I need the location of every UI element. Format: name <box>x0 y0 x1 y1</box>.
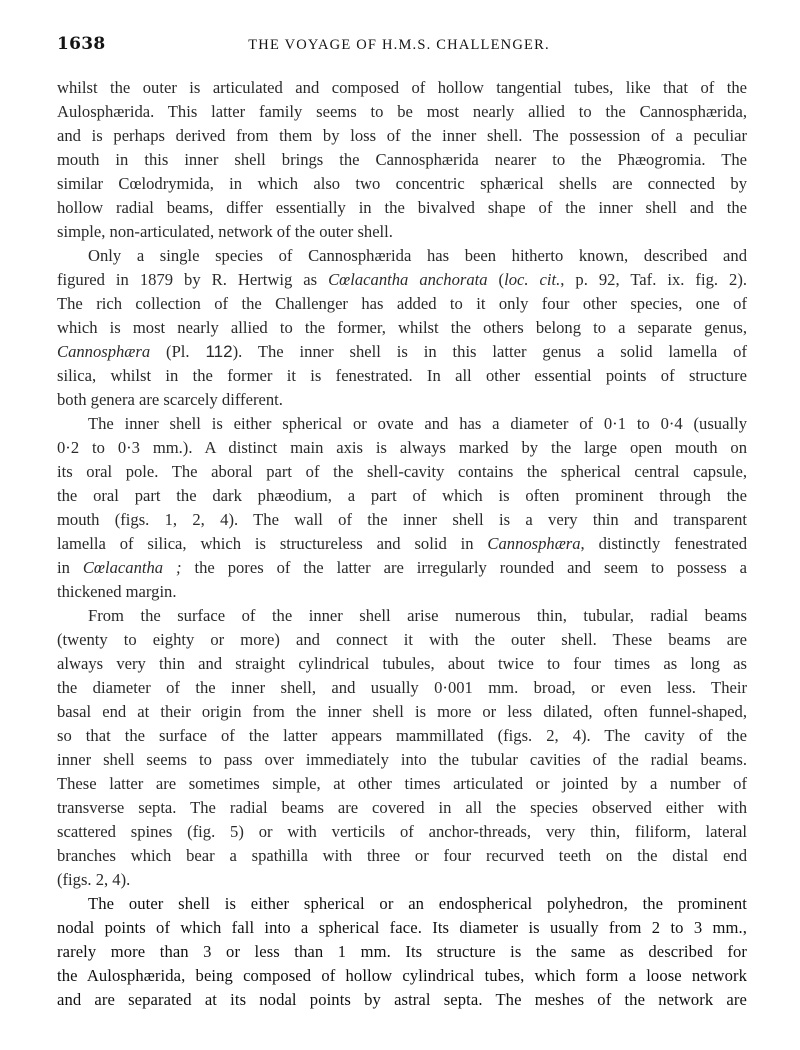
text-line-with-genus <box>57 532 747 556</box>
running-head: THE VOYAGE OF H.M.S. CHALLENGER. <box>248 37 550 53</box>
text-line: and are separated at its nodal points by astral septa. The meshes of the network are <box>57 990 747 1009</box>
text-line: 0·2 to 0·3 mm.). A distinct main axis is always marked by the large open mouth on <box>57 438 747 457</box>
species-name: Cœlacantha anchorata <box>328 270 488 289</box>
text-line: silica, whilst in the former it is fenestrated. In all other essential points of structure <box>57 366 747 385</box>
citation-loc: loc. cit. <box>504 270 561 289</box>
text-line: thickened margin. <box>57 582 177 601</box>
paragraph-5 <box>57 892 747 1012</box>
genus-name: Cannosphæra <box>57 342 151 361</box>
text-segment: lamella of silica, which is structureless and solid in <box>57 534 488 553</box>
text-line: its oral pole. The aboral part of the shell-cavity contains the spherical central capsule, <box>57 462 747 481</box>
text-line: The inner shell is either spherical or ovate and has a diameter of 0·1 to 0·4 (usually <box>88 414 747 433</box>
text-line: and is perhaps derived from them by loss of the inner shell. The possession of a peculiar <box>57 126 747 145</box>
text-line: the diameter of the inner shell, and usually 0·001 mm. broad, or even less. Their <box>57 678 747 697</box>
genus-name: Cœlacantha ; <box>82 558 182 577</box>
text-line: similar Cœlodrymida, in which also two concentric sphærical shells are connected by <box>57 174 747 193</box>
text-line: simple, non-articulated, network of the outer shell. <box>57 222 393 241</box>
text-segment: ( <box>487 270 505 289</box>
text-line: inner shell seems to pass over immediately into the tubular cavities of the radial beams. <box>57 750 747 769</box>
text-line: always very thin and straight cylindrical tubules, about twice to four times as long as <box>57 654 747 673</box>
text-line: which is most nearly allied to the former, whilst the others belong to a separate genus, <box>57 318 747 337</box>
page <box>57 34 747 1012</box>
text-line: Only a single species of Cannosphærida has been hitherto known, described and <box>88 246 747 265</box>
text-line: branches which bear a spathilla with three or four recurved teeth on the distal end <box>57 846 747 865</box>
text-line: (twenty to eighty or more) and connect it with the outer shell. These beams are <box>57 630 747 649</box>
text-line: These latter are sometimes simple, at other times articulated or jointed by a number of <box>57 774 747 793</box>
text-segment: the pores of the latter are irregularly rounded and seem to possess a <box>181 558 747 577</box>
text-line: transverse septa. The radial beams are covered in all the species observed either with <box>57 798 747 817</box>
paragraph-1 <box>57 76 747 244</box>
page-header <box>57 34 747 62</box>
text-line: mouth (figs. 1, 2, 4). The wall of the inner shell is a very thin and transparent <box>57 510 747 529</box>
text-line: mouth in this inner shell brings the Cannosphærida nearer to the Phæogromia. The <box>57 150 747 169</box>
text-line: whilst the outer is articulated and composed of hollow tangential tubes, like that of the <box>57 78 747 97</box>
text-line: scattered spines (fig. 5) or with verticils of anchor-threads, very thin, filiform, lateral <box>57 822 747 841</box>
paragraph-3 <box>57 412 747 604</box>
text-line: rarely more than 3 or less than 1 mm. Its structure is the same as described for <box>57 942 747 961</box>
text-line: so that the surface of the latter appears mammillated (figs. 2, 4). The cavity of the <box>57 726 747 745</box>
text-line: From the surface of the inner shell arise numerous thin, tubular, radial beams <box>88 606 747 625</box>
paragraph-2 <box>57 244 747 412</box>
text-segment: ). The inner shell is in this latter genus a solid lamella of <box>232 342 747 361</box>
text-line: both genera are scarcely different. <box>57 390 283 409</box>
text-line: Aulosphærida. This latter family seems to be most nearly allied to the Cannosphærida, <box>57 102 747 121</box>
text-line: The outer shell is either spherical or an endospherical polyhedron, the prominent <box>88 894 747 913</box>
text-segment: , distinctly fenestrated <box>580 534 747 553</box>
text-line: the oral part the dark phæodium, a part of which is often prominent through the <box>57 486 747 505</box>
paragraph-4 <box>57 604 747 892</box>
text-line-with-plate <box>57 340 747 364</box>
text-segment: figured in 1879 by R. Hertwig as <box>57 270 329 289</box>
text-line: hollow radial beams, differ essentially in the bivalved shape of the inner shell and the <box>57 198 747 217</box>
body-text <box>57 76 747 1012</box>
text-line-with-genus <box>57 556 747 580</box>
text-line-with-species <box>57 268 747 292</box>
text-line: the Aulosphærida, being composed of hollow cylindrical tubes, which form a loose network <box>57 966 747 985</box>
text-line: nodal points of which fall into a spherical face. Its diameter is usually from 2 to 3 mm., <box>57 918 747 937</box>
plate-number: 112 <box>205 342 233 361</box>
text-line: (figs. 2, 4). <box>57 870 131 889</box>
page-number: 1638 <box>57 34 106 54</box>
text-line: The rich collection of the Challenger has added to it only four other species, one of <box>57 294 747 313</box>
text-segment: in <box>57 558 83 577</box>
text-line: basal end at their origin from the inner shell is more or less dilated, often funnel-shaped, <box>57 702 747 721</box>
genus-name: Cannosphæra <box>487 534 581 553</box>
text-segment: , p. 92, Taf. ix. fig. 2). <box>560 270 747 289</box>
text-segment: (Pl. <box>150 342 206 361</box>
